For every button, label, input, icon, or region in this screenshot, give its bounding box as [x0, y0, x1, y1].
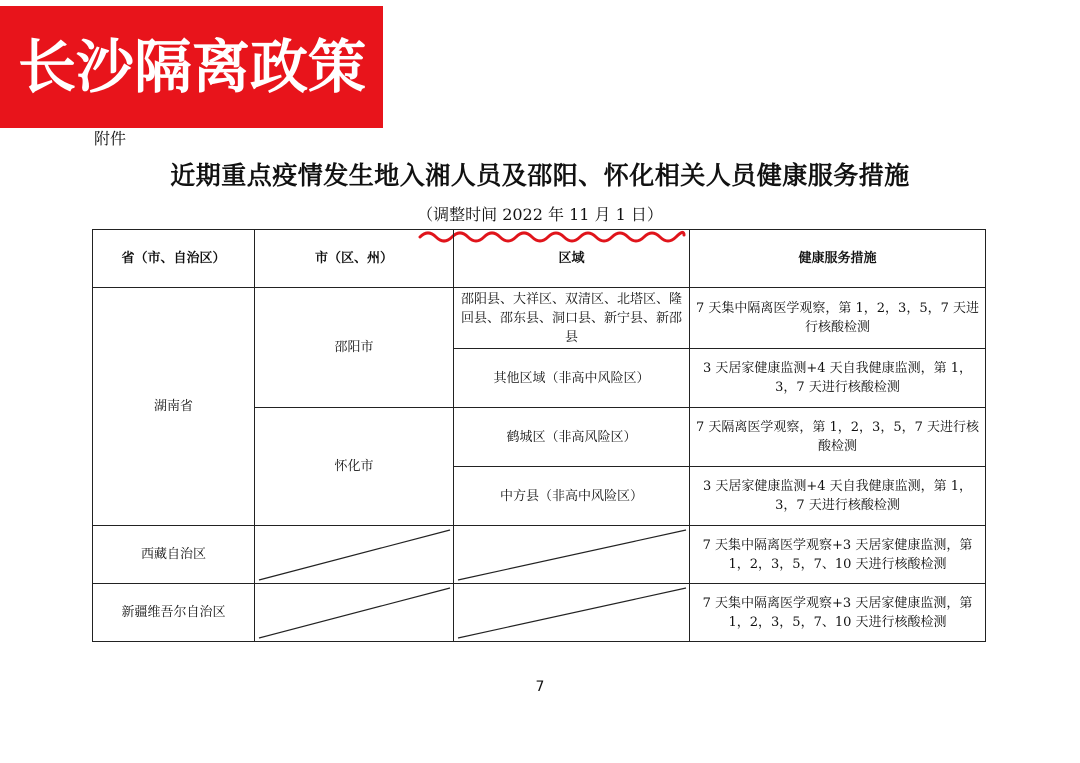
measure-cell: 7 天集中隔离医学观察+3 天居家健康监测，第 1，2，3，5，7、10 天进行核酸检测 [690, 526, 986, 584]
measure-cell: 7 天集中隔离医学观察，第 1，2，3，5，7 天进行核酸检测 [690, 288, 986, 349]
measure-cell: 7 天隔离医学观察，第 1，2，3，5，7 天进行核酸检测 [690, 408, 986, 467]
city-cell: 怀化市 [255, 408, 454, 526]
measures-table [92, 229, 986, 642]
measure-cell: 3 天居家健康监测+4 天自我健康监测，第 1，3，7 天进行核酸检测 [690, 349, 986, 408]
diagonal-slash [454, 584, 690, 642]
banner-title: 长沙隔离政策 [18, 33, 367, 101]
header-city: 市（区、州） [255, 230, 454, 288]
diagonal-slash [454, 526, 690, 584]
table-row [93, 526, 986, 584]
area-cell: 中方县（非高中风险区） [454, 467, 690, 526]
area-cell: 鹤城区（非高风险区） [454, 408, 690, 467]
header-measure: 健康服务措施 [690, 230, 986, 288]
header-province: 省（市、自治区） [93, 230, 255, 288]
table-row [93, 584, 986, 642]
area-cell: 其他区域（非高中风险区） [454, 349, 690, 408]
province-cell: 西藏自治区 [93, 526, 255, 584]
empty-slash-cell [454, 584, 690, 642]
table-row [93, 288, 986, 349]
province-cell: 新疆维吾尔自治区 [93, 584, 255, 642]
empty-slash-cell [255, 526, 454, 584]
diagonal-slash [255, 584, 454, 642]
header-area: 区域 [454, 230, 690, 288]
empty-slash-cell [454, 526, 690, 584]
city-cell: 邵阳市 [255, 288, 454, 408]
diagonal-slash [255, 526, 454, 584]
document-title: 近期重点疫情发生地入湘人员及邵阳、怀化相关人员健康服务措施 [170, 161, 910, 190]
empty-slash-cell [255, 584, 454, 642]
province-cell: 湖南省 [93, 288, 255, 526]
area-cell: 邵阳县、大祥区、双清区、北塔区、隆回县、邵东县、洞口县、新宁县、新邵县 [454, 288, 690, 349]
title-banner [0, 6, 383, 128]
measure-cell: 7 天集中隔离医学观察+3 天居家健康监测，第 1，2，3，5，7、10 天进行核酸检测 [690, 584, 986, 642]
adjust-date: （调整时间 2022 年 11 月 1 日） [417, 205, 663, 224]
attachment-label: 附件 [94, 129, 127, 148]
page-number: 7 [535, 679, 545, 695]
measure-cell: 3 天居家健康监测+4 天自我健康监测，第 1，3，7 天进行核酸检测 [690, 467, 986, 526]
table-header-row [93, 230, 986, 288]
